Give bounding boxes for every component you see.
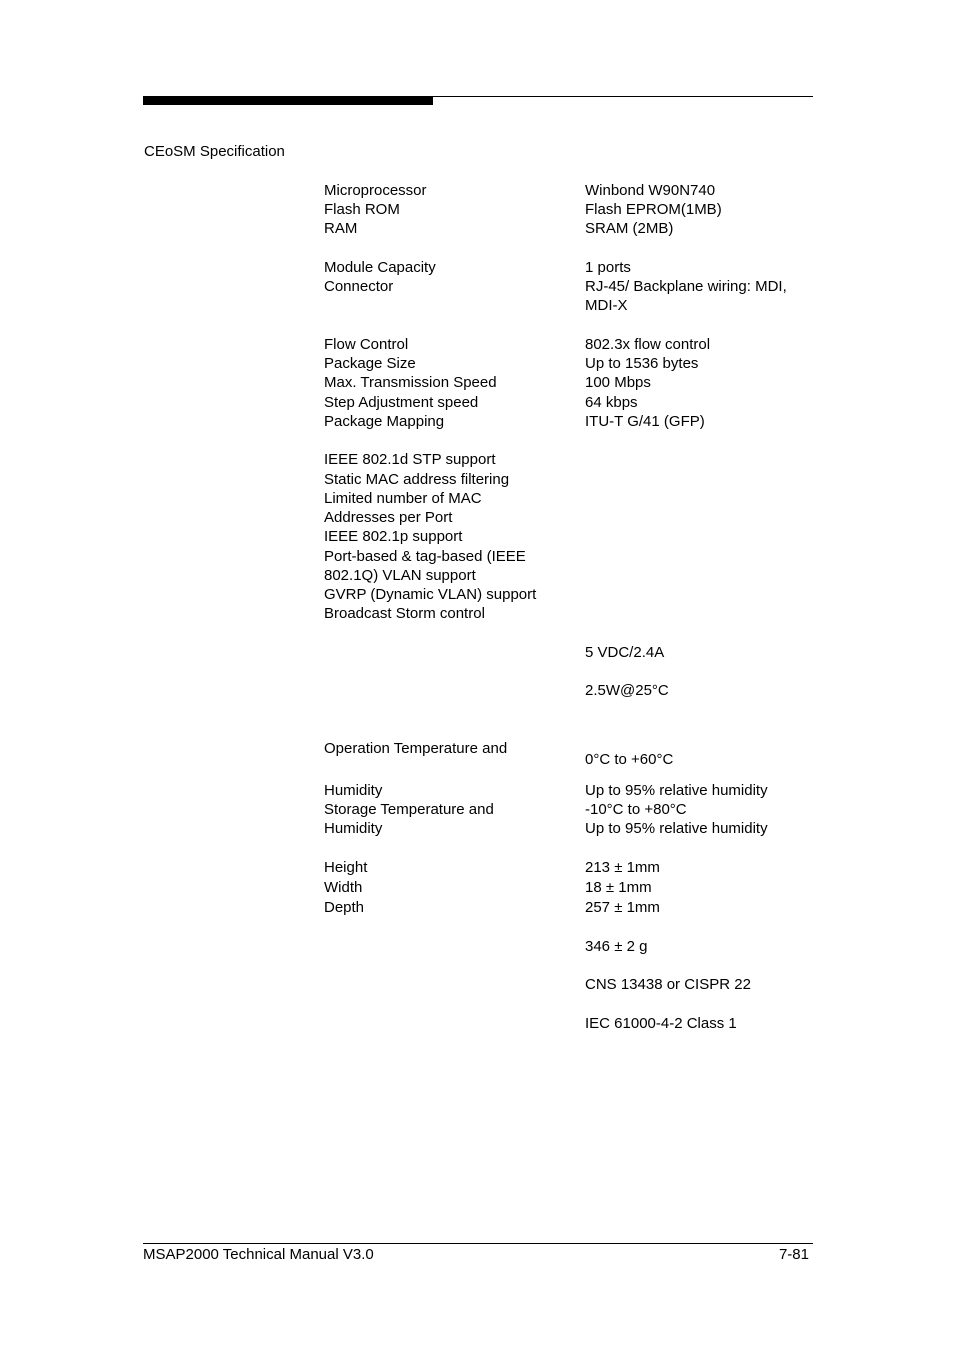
spec-label: Humidity (324, 782, 383, 799)
spec-value: 100 Mbps (585, 374, 651, 391)
spec-value: MDI-X (585, 297, 628, 314)
spec-value: Up to 1536 bytes (585, 355, 699, 372)
spec-label: Height (324, 859, 368, 876)
spec-label: 802.1Q) VLAN support (324, 567, 476, 584)
spec-value: 213 ± 1mm (585, 859, 660, 876)
spec-value: Up to 95% relative humidity (585, 820, 768, 837)
spec-value: 1 ports (585, 259, 631, 276)
spec-label: Addresses per Port (324, 509, 453, 526)
footer-rule (143, 1243, 813, 1244)
spec-label: Operation Temperature and (324, 740, 508, 757)
spec-label: Connector (324, 278, 394, 295)
spec-label: Depth (324, 899, 365, 916)
spec-value: CNS 13438 or CISPR 22 (585, 976, 751, 993)
spec-value: 257 ± 1mm (585, 899, 660, 916)
spec-label: IEEE 802.1d STP support (324, 451, 496, 468)
spec-label: Storage Temperature and (324, 801, 494, 818)
footer-doc-title: MSAP2000 Technical Manual V3.0 (143, 1246, 374, 1263)
spec-label: Humidity (324, 820, 383, 837)
spec-label: Flow Control (324, 336, 409, 353)
section-title: CEoSM Specification (144, 143, 285, 160)
spec-value: Flash EPROM(1MB) (585, 201, 722, 218)
spec-label: RAM (324, 220, 358, 237)
spec-label: Microprocessor (324, 182, 427, 199)
spec-label: Width (324, 879, 363, 896)
spec-value: 64 kbps (585, 394, 638, 411)
spec-value: 5 VDC/2.4A (585, 644, 665, 661)
spec-label: Max. Transmission Speed (324, 374, 497, 391)
spec-label: Static MAC address filtering (324, 471, 510, 488)
spec-label: Broadcast Storm control (324, 605, 485, 622)
spec-label: Port-based & tag-based (IEEE (324, 548, 526, 565)
spec-label: Package Size (324, 355, 416, 372)
header-rule-thick (143, 96, 433, 105)
spec-label: Module Capacity (324, 259, 436, 276)
spec-value: -10°C to +80°C (585, 801, 687, 818)
footer-page-number: 7-81 (778, 1246, 809, 1263)
spec-label: Step Adjustment speed (324, 394, 479, 411)
spec-value: 2.5W@25°C (585, 682, 669, 699)
spec-value: 18 ± 1mm (585, 879, 652, 896)
spec-label: GVRP (Dynamic VLAN) support (324, 586, 537, 603)
spec-value: Winbond W90N740 (585, 182, 716, 199)
spec-value: 802.3x flow control (585, 336, 711, 353)
spec-label: Limited number of MAC (324, 490, 482, 507)
spec-value: 0°C to +60°C (585, 751, 674, 768)
spec-value: SRAM (2MB) (585, 220, 674, 237)
spec-value: 346 ± 2 g (585, 938, 648, 955)
spec-value: Up to 95% relative humidity (585, 782, 768, 799)
spec-value: ITU-T G/41 (GFP) (585, 413, 705, 430)
spec-label: Flash ROM (324, 201, 400, 218)
spec-value: RJ-45/ Backplane wiring: MDI, (585, 278, 787, 295)
spec-label: IEEE 802.1p support (324, 528, 463, 545)
spec-label: Package Mapping (324, 413, 445, 430)
spec-value: IEC 61000-4-2 Class 1 (585, 1015, 737, 1032)
